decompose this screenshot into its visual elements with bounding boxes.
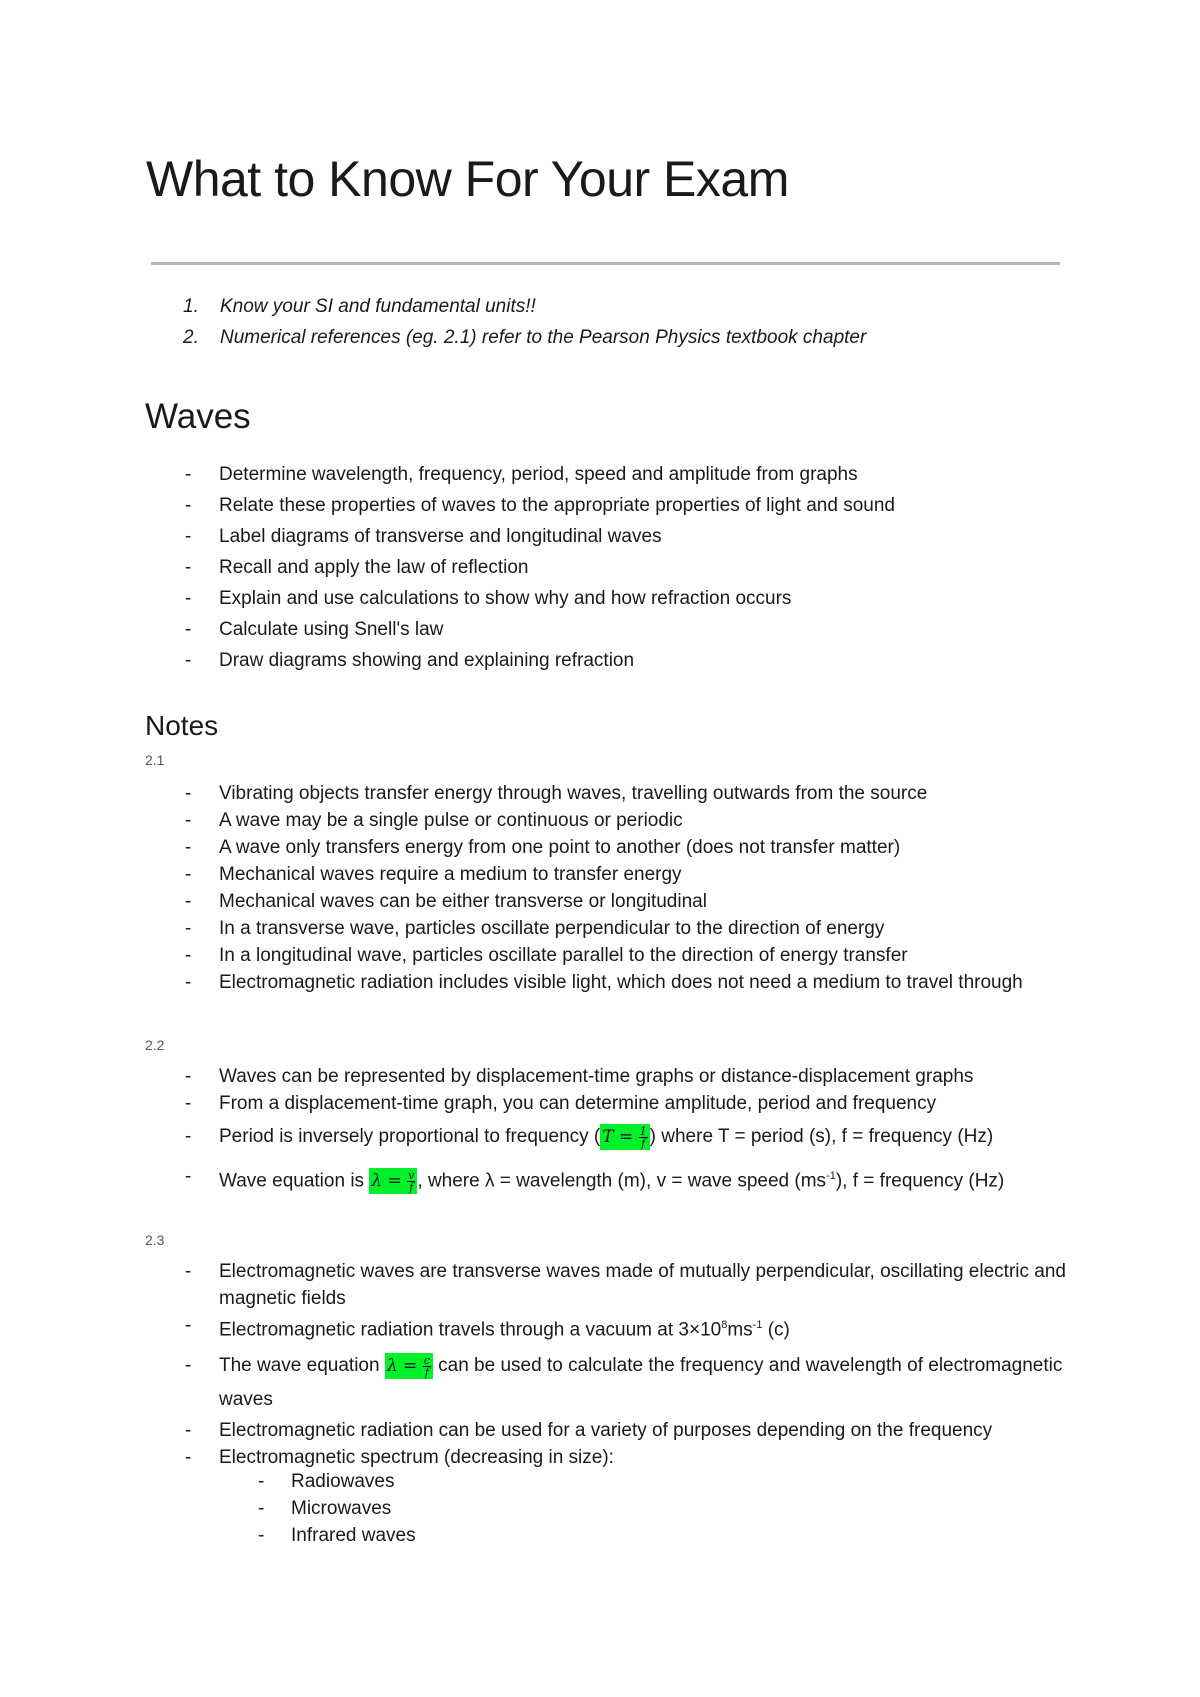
- list-item-wave-equation: - Wave equation is λ = $\frac{v}{f}$ , where λ = wavelength (m), v = wave speed $(ms^{-1})$, f = frequency (Hz): [0, 1163, 1079, 1195]
- waves-heading: Waves: [145, 397, 251, 436]
- list-item: - Vibrating objects transfer energy through waves, travelling outwards from the source: [0, 780, 1079, 807]
- section-ref-2-1: 2.1: [145, 752, 165, 768]
- spectrum-list: [0, 1468, 991, 1549]
- list-item: - Explain and use calculations to show why and how refraction occurs: [0, 586, 1079, 617]
- list-item: - A wave may be a single pulse or continuous or periodic: [0, 807, 1079, 834]
- list-item: - Relate these properties of waves to the appropriate properties of light and sound: [0, 493, 1079, 524]
- list-item: - Label diagrams of transverse and longitudinal waves: [0, 524, 1079, 555]
- list-item-period: - Period is inversely proportional to frequency ( T = $\frac{1}{f}$ ) where T = period (s), f = frequency (Hz): [0, 1123, 1079, 1151]
- section-ref-2-3: 2.3: [145, 1232, 165, 1248]
- list-item: - In a transverse wave, particles oscillate perpendicular to the direction of energy: [0, 915, 1079, 942]
- list-item: - A wave only transfers energy from one point to another (does not transfer matter): [0, 834, 1079, 861]
- intro-list: [0, 294, 866, 356]
- list-item: - Calculate using Snell's law: [0, 617, 1079, 648]
- list-item: - Determine wavelength, frequency, period, speed and amplitude from graphs: [0, 462, 1079, 493]
- list-item: - Microwaves: [0, 1495, 991, 1522]
- waves-list: [0, 462, 1079, 679]
- notes-2-2-list: [0, 1063, 1079, 1195]
- list-item: - From a displacement-time graph, you can determine amplitude, period and frequency: [0, 1090, 1079, 1117]
- list-item: - Recall and apply the law of reflection: [0, 555, 1079, 586]
- list-item: - Electromagnetic radiation can be used for a variety of purposes depending on the frequency: [0, 1417, 1079, 1444]
- list-item: - Mechanical waves can be either transverse or longitudinal: [0, 888, 1079, 915]
- list-item: - Radiowaves: [0, 1468, 991, 1495]
- list-item: - Electromagnetic radiation includes visible light, which does not need a medium to travel through: [0, 969, 1079, 996]
- notes-2-3-list: [0, 1258, 1079, 1471]
- intro-number: 1.: [183, 296, 199, 317]
- notes-heading: Notes: [145, 710, 219, 741]
- list-item: - Electromagnetic radiation travels through a vacuum at $3\times 10^8ms^{-1}$ (c): [0, 1312, 1079, 1343]
- list-item: - Draw diagrams showing and explaining refraction: [0, 648, 1079, 679]
- list-item: - In a longitudinal wave, particles oscillate parallel to the direction of energy transfer: [0, 942, 1079, 969]
- list-item: - Infrared waves: [0, 1522, 991, 1549]
- intro-item: [0, 325, 866, 356]
- intro-text: Know your SI and fundamental units!!: [220, 296, 536, 317]
- list-item-em-wave-equation: - The wave equation λ = $\frac{c}{f}$ can be used to calculate the frequency and wavelength of electromagnetic waves: [0, 1349, 1079, 1417]
- formula-highlight: T = $\frac{1}{f}$: [600, 1124, 649, 1150]
- title-divider: [151, 262, 1060, 265]
- formula-highlight: λ = $\frac{v}{f}$: [369, 1168, 417, 1194]
- formula-highlight: λ = $\frac{c}{f}$: [385, 1353, 433, 1379]
- list-item: - Electromagnetic spectrum (decreasing in size):: [0, 1444, 1079, 1471]
- intro-item: [0, 294, 866, 325]
- list-item: - Mechanical waves require a medium to transfer energy: [0, 861, 1079, 888]
- notes-2-1-list: [0, 780, 1079, 996]
- intro-text: Numerical references (eg. 2.1) refer to the Pearson Physics textbook chapter: [220, 327, 867, 348]
- intro-number: 2.: [183, 327, 199, 348]
- page-title: What to Know For Your Exam: [146, 151, 789, 207]
- section-ref-2-2: 2.2: [145, 1037, 165, 1053]
- list-item: - Waves can be represented by displacement-time graphs or distance-displacement graphs: [0, 1063, 1079, 1090]
- list-item: - Electromagnetic waves are transverse waves made of mutually perpendicular, oscillating electric and magnetic fields: [0, 1258, 1079, 1312]
